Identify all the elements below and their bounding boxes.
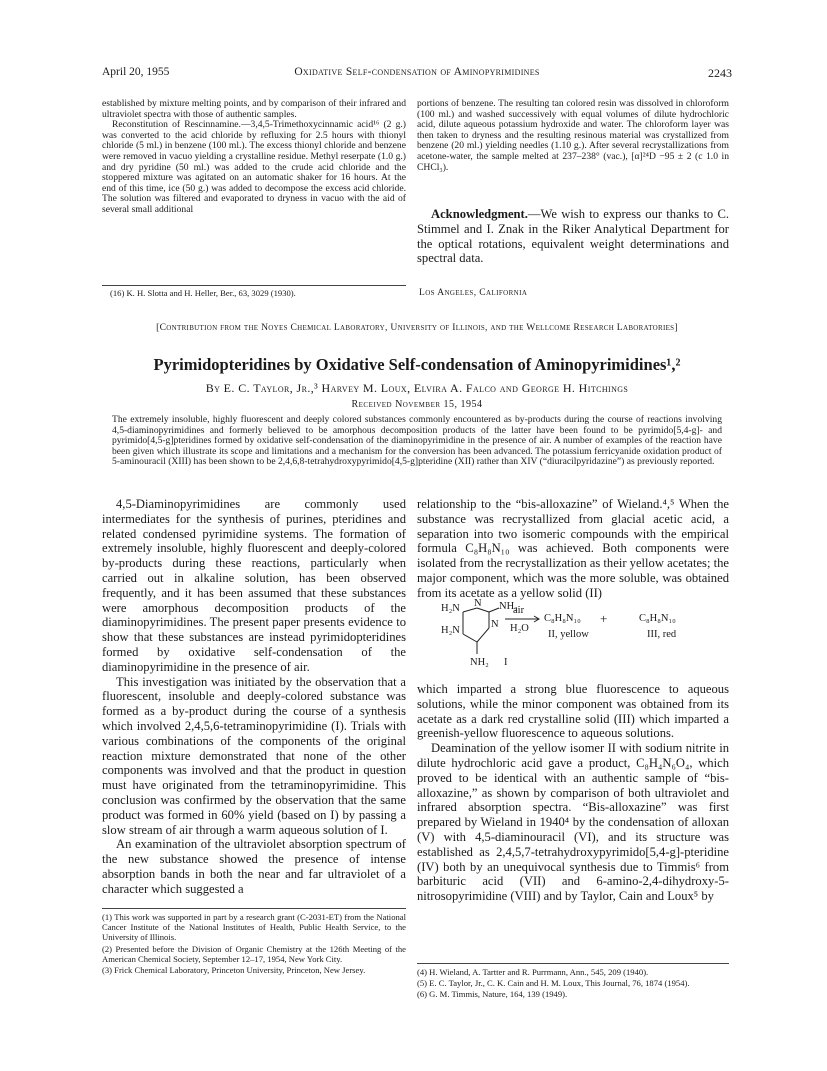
scheme-label-III: III, red [647,629,677,640]
header-date: April 20, 1955 [102,66,170,78]
top-left-column [102,99,406,216]
acknowledgment [417,207,729,266]
scheme-product-III: C₈H₈N₁₀ [639,613,676,624]
body-paragraph: Deamination of the yellow isomer II with sodium nitrite in dilute hydrochloric acid gave a product, C₈H₄N₆O₄, which proved to be identical with an authentic sample of “bis-alloxazine,” as shown by comparison of both ultraviolet and infrared absorption spectra. “Bis-alloxazine” was first prepared by Wieland in 1940⁴ by the condensation of alloxan (V) with 4,5-diaminouracil (VI), and its structure was established as 2,4,5,7-tetrahydroxypyrimido[5,4-g]-pteridine (IV) both by an unequivocal synthesis due to Timmis⁶ from barbituric acid (VII) and 6-amino-2,4-dihydroxy-5-nitrosopyrimidine (VIII) and by Taylor, Cain and Loux⁵ by [417,741,729,904]
body-paragraph: 4,5-Diaminopyrimidines are commonly used intermediates for the synthesis of purines, pteridines and related condensed pyrimidine systems. The formation of extremely insoluble, highly fluorescent and deeply-colored by-products during these reactions, particularly when carried out in alkaline solution, has been observed frequently, and it has been assumed that these substances were amorphous decomposition products of the diaminopyrimidines. The present paper presents evidence to show that these substances are instead pyrimidopteridines formed by oxidative self-condensation of the diaminopyrimidine in the presence of air. [102,497,406,674]
footnote-rule [417,963,729,964]
scheme-nh2-right: NH₂ [499,601,518,612]
body-right-column-bottom [417,682,729,904]
running-header [102,66,732,84]
scheme-h2n-top: H₂N [441,603,460,614]
footnotes-left [102,912,406,976]
body-paragraph: which imparted a strong blue fluorescence to aqueous solutions, while the minor component was obtained from its acetate as a dark red crystalline solid (III) which imparted a greenish-yellow fluorescence to aqueous solutions. [417,682,729,741]
footnotes-right [417,967,729,1001]
scheme-label-I: I [504,657,508,668]
scheme-product-II: C₈H₈N₁₀ [544,613,581,624]
top-left-paragraph: Reconstitution of Rescinnamine.—3,4,5-Trimethoxycinnamic acid¹⁶ (2 g.) was converted to the acid chloride by refluxing for 2.5 hours with thionyl chloride (5 ml.) in benzene (100 ml.). The excess thionyl chloride and benzene were removed in vacuo yielding a crystalline residue. Methyl reserpate (1.0 g.) and dry pyridine (50 ml.) was added to the crude acid chloride and the stoppered mixture was agitated on an automatic shaker for 16 hours. At the end of this time, ice (50 g.) was added to decompose the excess acid chloride. The solution was filtered and evaporated to dryness in vacuo with the aid of several small additional [102,119,406,215]
top-left-footnote: (16) K. H. Slotta and H. Heller, Ber., 63, 3029 (1930). [110,288,296,298]
scheme-plus: + [600,611,608,626]
body-right-column-top [417,497,729,601]
scheme-h2n-bottom: H₂N [441,625,460,636]
article-title: Pyrimidopteridines by Oxidative Self-condensation of Aminopyrimidines¹,² [153,355,681,374]
scheme-ring-n: N [474,598,482,609]
reaction-scheme [417,598,729,676]
footnote: (2) Presented before the Division of Organic Chemistry at the 126th Meeting of the American Chemical Society, September 12–17, 1954, New York City. [102,943,406,964]
header-running-title: Oxidative Self-condensation of Aminopyrimidines [294,66,540,78]
scheme-ring-n2: N [491,619,499,630]
scheme-label-II: II, yellow [548,629,589,640]
abstract: The extremely insoluble, highly fluorescent and deeply colored substances commonly encountered as by-products during the course of reactions involving 4,5-diaminopyrimidines and formerly believed to be amorphous decomposition products of the latter have been found to be pyrimido[5,4-g]- and pyrimido[4,5-g]pteridines formed by oxidative self-condensation of the diaminopyrimidine in the presence of air. A number of examples of the reaction have been given which illustrate its scope and limitations and a mechanism for the conversion has been advanced. The potassium ferricyanide oxidation product of 5-aminouracil (XIII) has been shown to be 2,4,6,8-tetrahydroxypyrimido[4,5-g]pteridine (XII) rather than XIV (“diuracilpyridazine”) as previously reported. [112,414,722,468]
footnote-rule [102,908,406,909]
footnote: (5) E. C. Taylor, Jr., C. K. Cain and H. M. Loux, This Journal, 76, 1874 (1954). [417,978,690,989]
scheme-air: air [513,605,525,616]
footnote: (6) G. M. Timmis, Nature, 164, 139 (1949). [417,989,568,1000]
body-paragraph: An examination of the ultraviolet absorption spectrum of the new substance showed the presence of intense absorption bands in both the near and far ultraviolet of a character which suggested a [102,837,406,896]
body-paragraph: relationship to the “bis-alloxazine” of Wieland.⁴,⁵ When the substance was recrystallized from glacial acetic acid, a separation into two isomeric compounds with the empirical formula C₈H₈N₁₀ was achieved. Both components were isolated from the recrystallization as their yellow acetates; the major component, which was the more soluble, was obtained from its acetate as a yellow solid (II) [417,497,729,600]
location: Los Angeles, California [419,288,528,298]
footnote: (1) This work was supported in part by a research grant (C-2031-ET) from the National Cancer Institute of the National Institutes of Health, Public Health Service, to the University of Illinois. [102,912,406,943]
header-page-number: 2243 [708,66,732,80]
scheme-h2o: H₂O [510,623,529,634]
authors: By E. C. Taylor, Jr.,³ Harvey M. Loux, Elvira A. Falco and George H. Hitchings [205,381,629,395]
received-date: Received November 15, 1954 [351,399,483,410]
body-left-column [102,497,406,897]
contribution-line: [Contribution from the Noyes Chemical Laboratory, University of Illinois, and the Wellcome Research Laboratories] [156,322,678,333]
footnote: (4) H. Wieland, A. Tartter and R. Purrmann, Ann., 545, 209 (1940). [417,967,649,977]
footnote-rule [102,285,406,286]
acknowledgment-lead: Acknowledgment. [431,207,528,221]
top-right-paragraph: portions of benzene. The resulting tan colored resin was dissolved in chloroform (100 ml.) and washed successively with equal volumes of dilute hydrochloric acid, dilute aqueous potassium hydroxide and water. The chloroform layer was then taken to dryness and the resulting resinous material was crystallized from benzene (20 ml.) yielding needles (1.10 g.). After several recrystallizations from acetone-water, the sample melted at 237–238° (vac.), [α]²⁴D −95 ± 2 (c 1.0 in CHCl₃). [417,98,729,173]
top-right-column [417,99,729,173]
top-left-paragraph: established by mixture melting points, and by comparison of their infrared and ultraviolet spectra with those of authentic samples. [102,98,406,120]
acknowledgment-text: —We wish to express our thanks to C. Stimmel and I. Znak in the Riker Analytical Department for the optical rotations, equivalent weight determinations and spectral data. [417,207,729,266]
footnote: (3) Frick Chemical Laboratory, Princeton University, Princeton, New Jersey. [102,965,366,976]
scheme-nh2-bottom: NH₂ [470,657,489,668]
body-paragraph: This investigation was initiated by the observation that a fluorescent, insoluble and deeply-colored substance was formed as a by-product during the course of a synthesis which involved 2,4,5,6-tetraminopyrimidine (I). Trials with various combinations of the components of the original reaction mixture demonstrated that none of the other components was involved and that the product in question must have originated from the tetraminopyrimidine. This conclusion was confirmed by the observation that the same product was formed in 60% yield (based on I) by passing a slow stream of air through a warm aqueous solution of I. [102,674,406,837]
